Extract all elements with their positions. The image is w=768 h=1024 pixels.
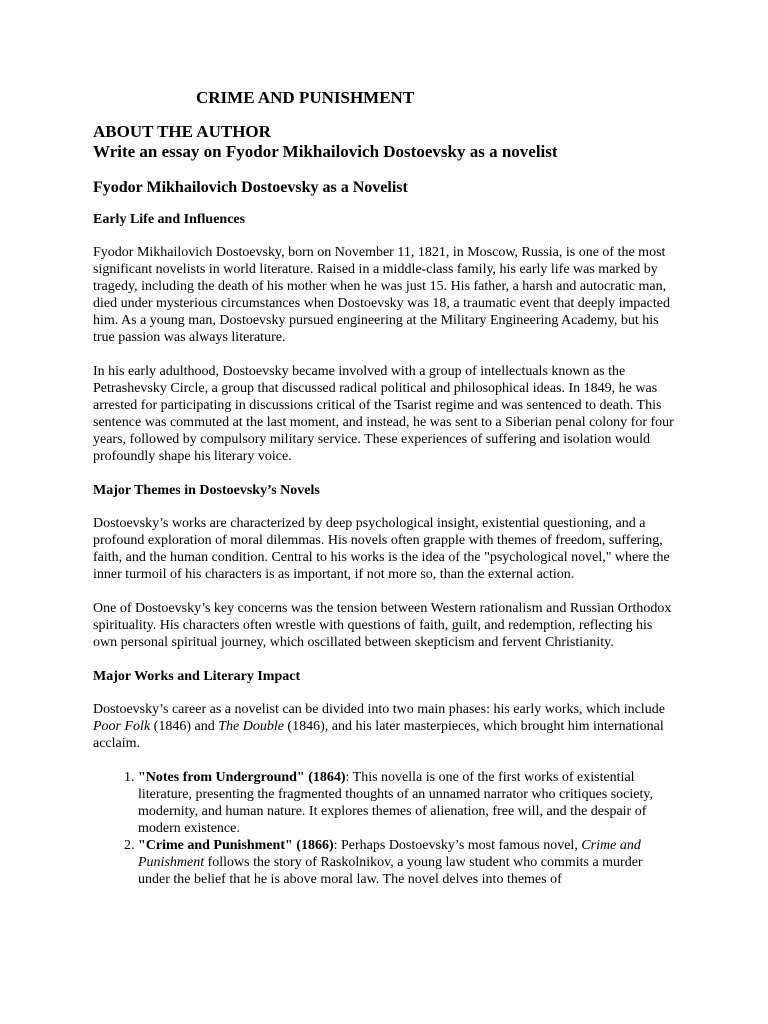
work-title-italic: Crime and Punishment	[138, 838, 641, 870]
work-description-continued: follows the story of Raskolnikov, a young law student who commits a murder under the belief that he is above moral law. The novel delves into themes of	[138, 855, 643, 887]
work-title-notes-from-underground: "Notes from Underground" (1864)	[138, 770, 346, 785]
list-item	[138, 769, 675, 837]
paragraph-works-intro	[93, 701, 675, 752]
work-description: : This novella is one of the first works of existential literature, presenting the fragmented thoughts of an unnamed narrator who critiques society, modernity, and human nature. It explores themes of alienation, free will, and the despair of modern existence.	[138, 770, 653, 836]
essay-prompt: Write an essay on Fyodor Mikhailovich Dostoevsky as a novelist	[93, 142, 558, 161]
work-title-crime-and-punishment: "Crime and Punishment" (1866)	[138, 838, 334, 853]
major-works-list	[93, 769, 675, 888]
section-heading-major-themes: Major Themes in Dostoevsky’s Novels	[93, 483, 320, 498]
paragraph-early-life-1: Fyodor Mikhailovich Dostoevsky, born on November 11, 1821, in Moscow, Russia, is one of the most significant novelists in world literature. Raised in a middle-class family, his early life was marked by tragedy, including the death of his mother when he was just 15. His father, a harsh and autocratic man, died under mysterious circumstances when Dostoevsky was 18, a traumatic event that deeply impacted him. As a young man, Dostoevsky pursued engineering at the Military Engineering Academy, but his true passion was always literature.	[93, 245, 670, 345]
list-item	[138, 837, 675, 888]
document-page	[93, 88, 675, 888]
work-description: : Perhaps Dostoevsky’s most famous novel,	[333, 838, 582, 853]
section-heading-early-life: Early Life and Influences	[93, 212, 246, 227]
work-title-the-double: The Double	[218, 719, 284, 734]
works-intro-text-1: Dostoevsky’s career as a novelist can be divided into two main phases: his early works, which include	[93, 702, 665, 717]
essay-title: Fyodor Mikhailovich Dostoevsky as a Novelist	[93, 179, 408, 196]
paragraph-themes-2: One of Dostoevsky’s key concerns was the tension between Western rationalism and Russian Orthodox spirituality. His characters often wrestle with questions of faith, guilt, and redemption, reflecting his own personal spiritual journey, which oscillated between skepticism and fervent Christianity.	[93, 601, 672, 650]
works-intro-text-3: (1846), and his later masterpieces, which brought him international acclaim.	[93, 719, 664, 751]
paragraph-themes-1: Dostoevsky’s works are characterized by deep psychological insight, existential questioning, and a profound exploration of moral dilemmas. His novels often grapple with themes of freedom, suffering, faith, and the human condition. Central to his works is the idea of the "psychological novel," where the inner turmoil of his characters is as important, if not more so, than the external action.	[93, 516, 670, 582]
paragraph-early-life-2: In his early adulthood, Dostoevsky became involved with a group of intellectuals known as the Petrashevsky Circle, a group that discussed radical political and philosophical ideas. In 1849, he was arrested for participating in discussions critical of the Tsarist regime and was sentenced to death. This sentence was commuted at the last moment, and instead, he was sent to a Siberian penal colony for four years, followed by compulsory military service. These experiences of suffering and isolation would profoundly shape his literary voice.	[93, 364, 674, 464]
works-intro-text-2: (1846) and	[150, 719, 219, 734]
about-heading: ABOUT THE AUTHOR	[93, 122, 271, 141]
main-title: CRIME AND PUNISHMENT	[196, 88, 415, 107]
work-title-poor-folk: Poor Folk	[93, 719, 151, 734]
section-heading-major-works: Major Works and Literary Impact	[93, 669, 301, 684]
